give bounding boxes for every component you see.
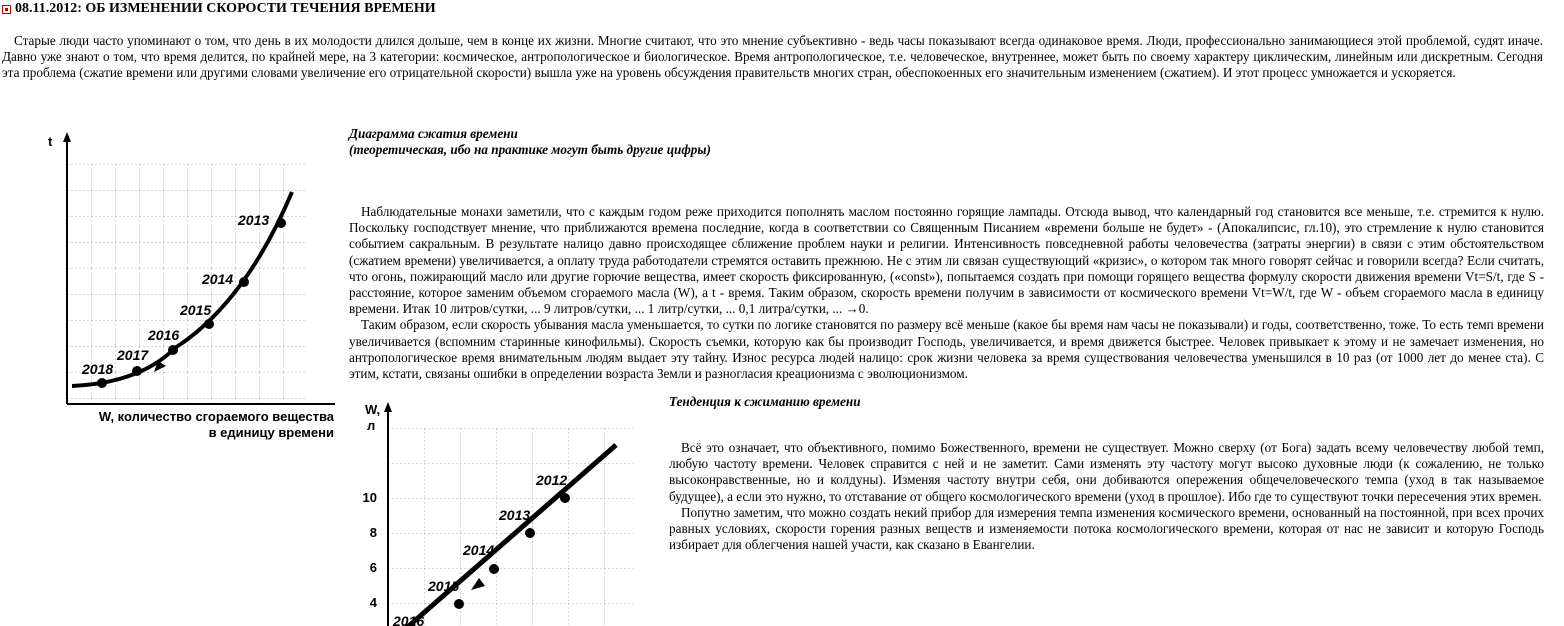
bullet-icon <box>2 5 11 14</box>
paragraph-device: Попутно заметим, что можно создать некий прибор для измерения темпа изменения космического времени, основанный на постоянной, при всех прочих равных условиях, скорости горения разных веществ и изменяемости потока космологического времени, которая от нас не зависит и которую Господь избирает для облегчения нашей участи, как сказано в Евангелии. <box>669 504 1544 553</box>
diagram1-label-2015: 2015 <box>180 302 212 318</box>
diagram2-point-2015 <box>454 599 464 609</box>
diagram1-x-label-line2: в единицу времени <box>208 425 334 440</box>
diagram2-y-arrow <box>384 402 392 412</box>
diagram2-tick-10: 10 <box>362 490 377 505</box>
diagram2-point-2014 <box>489 564 499 574</box>
diagram1-caption <box>349 126 711 158</box>
article-title: 08.11.2012: ОБ ИЗМЕНЕНИИ СКОРОСТИ ТЕЧЕНИЯ ВРЕМЕНИ <box>15 1 436 16</box>
diagram2-tick-4: 4 <box>369 595 377 610</box>
diagram1-y-label: t <box>48 134 53 149</box>
diagram2-caption: Тенденция к сжиманию времени <box>669 394 861 409</box>
diagram1-point-2017 <box>132 366 142 376</box>
diagram2-label-2012: 2012 <box>536 472 568 488</box>
diagram1-x-label-line1: W, количество сгораемого вещества <box>98 409 334 424</box>
diagram2-label-2015: 2015 <box>428 578 460 594</box>
diagram1-point-2015 <box>204 319 214 329</box>
diagram2-y-label-line1: W, <box>365 402 381 417</box>
secondary-text-block <box>669 440 1544 553</box>
diagram1-label-2014: 2014 <box>202 271 234 287</box>
compression-diagram <box>30 128 345 448</box>
diagram2-y-label-line2: л <box>367 418 376 433</box>
diagram1-label-2017: 2017 <box>117 347 149 363</box>
diagram2-point-2013 <box>525 528 535 538</box>
diagram2-label-2016: 2016 <box>393 613 425 626</box>
diagram1-point-2014 <box>239 277 249 287</box>
diagram1-point-2013 <box>276 218 286 228</box>
diagram2-tick-6: 6 <box>369 560 377 575</box>
diagram2-point-2012 <box>560 493 570 503</box>
diagram1-y-arrow <box>63 132 71 142</box>
diagram2-tick-8: 8 <box>369 525 377 540</box>
diagram1-caption-title: Диаграмма сжатия времени <box>349 126 518 141</box>
diagram1-label-2013: 2013 <box>238 212 270 228</box>
article-header <box>2 0 436 18</box>
intro-paragraph: Старые люди часто упоминают о том, что день в их молодости длился дольше, чем в конце их жизни. Многие считают, что это мнение субъективно - ведь часы показывают всегда одинаковое время. Люди, профессионально занимающиеся этой проблемой, судят иначе. Давно уже знают о том, что время делится, по крайней мере, на 3 категории: космическое, антропологическое и биологическое. Время антропологическое, т.е. человеческое, внутреннее, может быть по своему характеру циклическим, линейным или дискретным. Сегодня эта проблема (сжатие времени или другими словами увеличение его отрицательной скорости) вышла уже на уровень обсуждения правительств многих стран, обеспокоенных его значительным изменением (сжатием). И этот процесс умножается и ускоряется. <box>2 33 1543 81</box>
diagram2-label-2013: 2013 <box>499 507 531 523</box>
diagram1-label-2018: 2018 <box>82 361 114 377</box>
trend-diagram <box>355 398 635 626</box>
diagram1-label-2016: 2016 <box>148 327 180 343</box>
diagram2-label-2014: 2014 <box>463 542 495 558</box>
paragraph-objective-time: Всё это означает, что объективного, помимо Божественного, времени не существует. Можно сверху (от Бога) задать всему человечеству любой темп, любую частоту времени. Человек справится с ней и не заметит. Сами изменять эту частоту могут высоко духовные люди (к сожалению, не только высоконравственные, но и колдуны). Изменяя частоту внутри себя, они добиваются опережения общечеловеческого темпа (уход в так называемое будущее), а если это нужно, то отставание от общего космологического времени (уход в прошлое). Ибо где то существуют точки пересечения этих времен. <box>669 440 1544 504</box>
diagram1-caption-note: (теоретическая, ибо на практике могут быть другие цифры) <box>349 142 711 157</box>
paragraph-monks: Наблюдательные монахи заметили, что с каждым годом реже приходится пополнять маслом постоянно горящие лампады. Отсюда вывод, что календарный год становится все меньше, т.е. стремится к нулю. Поскольку господствует мнение, что приближаются времена последние, когда в соответствии со Священным Писанием «времени больше не будет» - (Апокалипсис, гл.10), это стремление к нулю становится событием сакральным. В результате налицо давно происходящее сближение проблем науки и религии. Интенсивность повседневной работы человечества (затраты энергии) в связи с этим обстоятельством (сжатием времени) увеличивается, а оплату труда работодатели стремятся оставить прежнюю. Не с этим ли связан существующий «кризис», о котором так много говорят сейчас и говорили всегда? Если считать, что огонь, пожирающий масло или другие горючие вещества, имеет скорость фиксированную, («const»), попытаемся создать при помощи горящего вещества формулу скорости движения времени Vt=S/t, где S - расстояние, которое заменим объемом сгораемого масла (W), а t - время. Таким образом, скорость времени получим в зависимости от космического времени Vt=W/t, где W - объем сгораемого масла в единицу времени. Итак 10 литров/сутки, ... 9 литров/сутки, ... 1 литр/сутки, ... 0,1 литра/сутки, ... →0. <box>349 204 1544 317</box>
main-text-block <box>349 204 1544 382</box>
diagram1-point-2018 <box>97 378 107 388</box>
diagram2-grid <box>388 428 633 626</box>
paragraph-tempo: Таким образом, если скорость убывания масла уменьшается, то сутки по логике становятся по размеру всё меньше (какое бы время нам часы не показывали) и годы, соответственно, тоже. То есть темп времени увеличивается (вспомним старинные кинофильмы). Скорость съемки, которую как бы производит Господь, увеличивается, и время движется быстрее. Человек привыкает к этому и не замечает изменения, но антропологическое время внимательным людям выдает эту тайну. Износ ресурса людей налицо: срок жизни человека за время существования человечества уменьшился в 10 раз (от 1000 лет до менее ста). С этим, кстати, связаны ошибки в определении возраста Земли и разногласия креационизма с эволюционизмом. <box>349 317 1544 382</box>
diagram1-point-2016 <box>168 345 178 355</box>
